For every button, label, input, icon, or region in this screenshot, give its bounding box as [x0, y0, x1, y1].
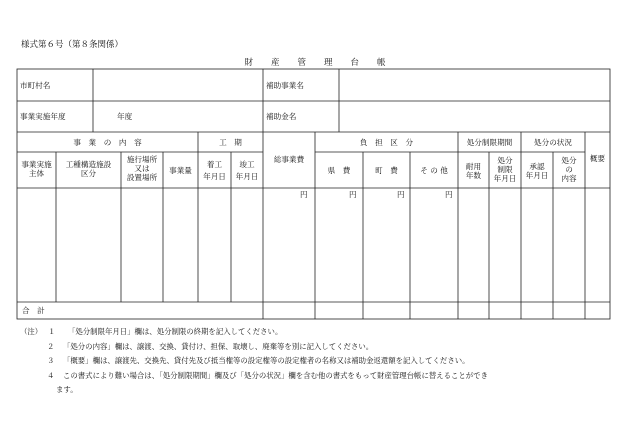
- start-date-header: [198, 160, 231, 181]
- note-item: [20, 340, 374, 355]
- completion-date-header: [231, 160, 263, 181]
- note-text: この書式により難い場合は、「処分制限期間」欄及び「処分の状況」欄を含む他の書式をもって財産管理台帳に替えることができ: [63, 370, 488, 380]
- header-line: 工種構造施設: [65, 160, 112, 169]
- note-item: [20, 369, 488, 384]
- yen-unit-municipal: 円: [397, 190, 405, 199]
- disposal-content-header: [553, 156, 585, 183]
- header-line: 内容: [561, 174, 577, 184]
- title-char: 管: [297, 58, 306, 68]
- header-line: 年月日: [525, 171, 549, 181]
- summary-header: 概要: [589, 154, 606, 163]
- header-line: 年数: [465, 171, 482, 181]
- implementer-header: [17, 160, 56, 178]
- disposal-limit-period-header: 処分制限期間: [466, 138, 513, 147]
- title-char: 台: [350, 58, 360, 68]
- location-header: [121, 155, 163, 182]
- form-number: 様式第６号（第８条関係）: [21, 40, 124, 50]
- note-number: ３: [47, 356, 55, 365]
- business-name-label: 補助事業名: [266, 81, 304, 90]
- header-line: 竣工: [239, 160, 255, 169]
- title-char: 産: [270, 58, 280, 68]
- note-item: [20, 354, 470, 369]
- header-line: 年月日: [235, 172, 259, 182]
- approval-date-header: [521, 162, 553, 180]
- limit-date-header: [489, 156, 521, 183]
- quantity-header: 事業量: [169, 166, 192, 175]
- title-char: 帳: [377, 58, 386, 68]
- note-number: １: [48, 327, 56, 336]
- header-line: 事業実施: [21, 160, 52, 169]
- header-line: 年月日: [203, 172, 226, 182]
- note-number: ４: [47, 370, 55, 380]
- header-line: 区分: [80, 169, 97, 179]
- municipal-header: 町 費: [375, 166, 398, 175]
- note-continuation: ます。: [56, 385, 78, 394]
- burden-share-header: 負 担 区 分: [359, 138, 414, 147]
- total-row-label: 合 計: [22, 306, 45, 315]
- header-line: 又は: [134, 164, 150, 174]
- note-number: ２: [47, 341, 55, 351]
- note-text: 「処分制限年月日」欄は、処分制限の終期を記入してください。: [68, 327, 283, 336]
- header-line: 主体: [28, 169, 45, 179]
- facility-type-header: [56, 160, 121, 178]
- note-text: 「概要」欄は、譲渡先、交換先、貸付先及び抵当権等の設定権等の設定権者の名称又は補助金返還額を記入してください。: [63, 356, 470, 365]
- header-line: 制限: [497, 165, 513, 175]
- header-line: 処分: [497, 156, 513, 165]
- notes-lead: （注）: [20, 327, 43, 336]
- header-line: 承認: [529, 162, 545, 171]
- header-line: 処分: [561, 156, 577, 165]
- yen-unit-prefecture: 円: [349, 190, 357, 199]
- yen-unit-other: 円: [445, 190, 453, 199]
- project-content-header: 事 業 の 内 容: [73, 138, 142, 147]
- fiscal-year-label: 事業実施年度: [20, 112, 66, 121]
- nendo-label: 年度: [117, 112, 133, 121]
- yen-unit-total: 円: [300, 190, 308, 199]
- header-line: 年月日: [493, 174, 517, 184]
- title-char: 理: [324, 58, 333, 68]
- title-char: 財: [244, 58, 253, 68]
- header-line: 着工: [206, 160, 223, 169]
- notes-section: [20, 325, 488, 398]
- header-line: 設置場所: [126, 173, 158, 183]
- note-item: [20, 325, 283, 340]
- useful-life-header: [458, 162, 489, 180]
- municipality-label: 市町村名: [20, 81, 51, 90]
- other-header: そ の 他: [420, 166, 448, 175]
- header-line: の: [565, 165, 573, 175]
- header-line: 施行場所: [126, 155, 158, 164]
- note-text: 「処分の内容」欄は、譲渡、交換、貸付け、担保、取壊し、廃棄等を別に記入してください。: [63, 341, 374, 351]
- construction-period-header: 工 期: [219, 138, 242, 147]
- prefecture-header: 県 費: [327, 166, 351, 175]
- subsidy-amount-label: 補助金名: [266, 112, 297, 121]
- total-cost-header: 総事業費: [273, 155, 305, 164]
- disposal-status-header: 処分の状況: [534, 138, 572, 147]
- header-line: 耐用: [465, 162, 482, 171]
